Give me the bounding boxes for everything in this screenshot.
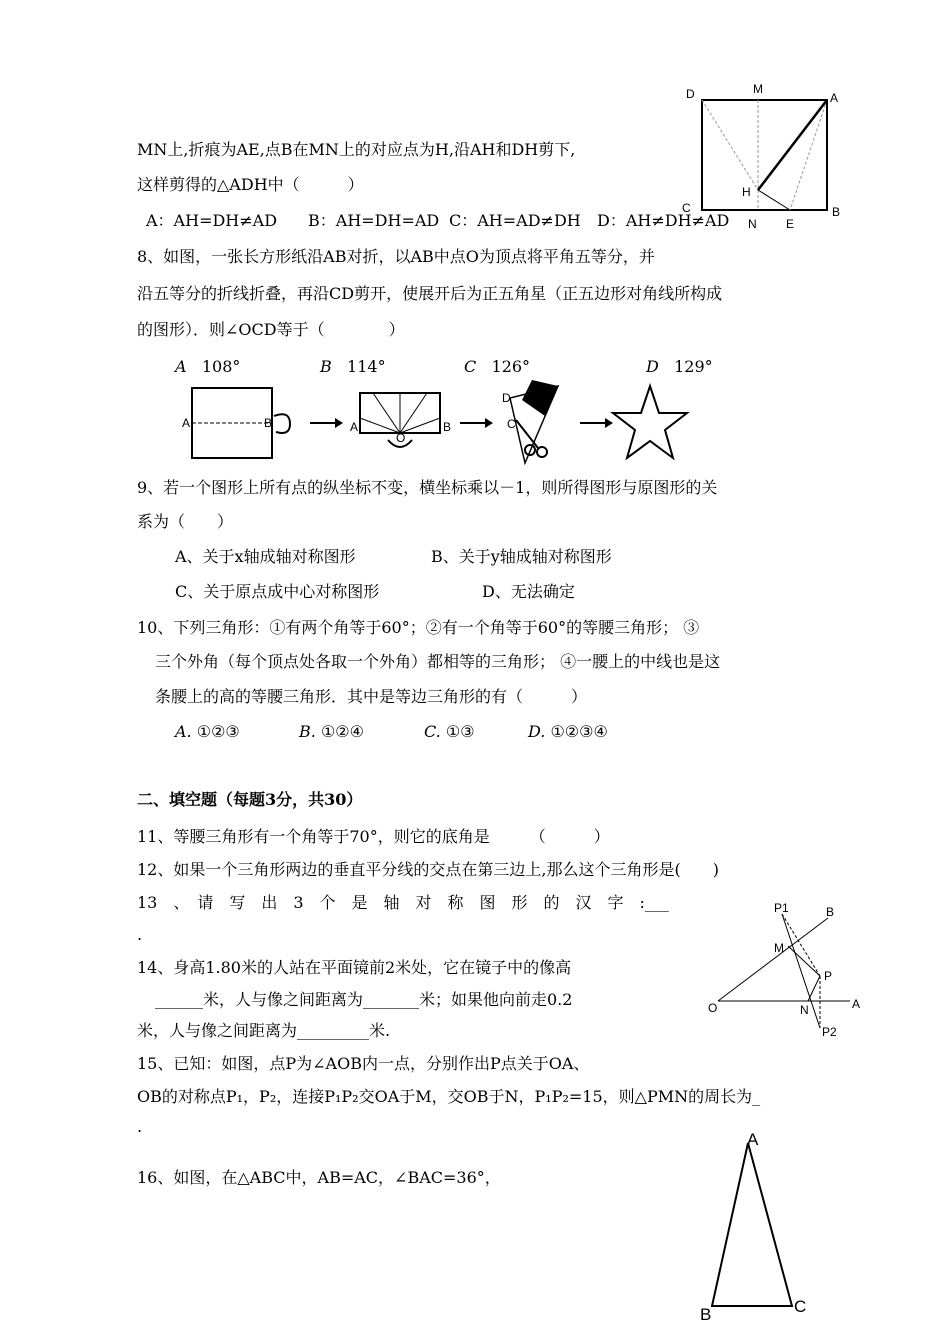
q7-option-c: C：AH=AD≠DH <box>449 211 581 230</box>
q8-option-c: C 126° <box>464 357 531 376</box>
label-m: M <box>753 82 763 96</box>
q14-line1: 14、身高1.80米的人站在平面镜前2米处，它在镜子中的像高 <box>137 958 572 977</box>
q8-figure <box>160 378 700 468</box>
label-n: N <box>748 217 757 231</box>
label-b: B <box>826 905 835 919</box>
q7-line1: MN上,折痕为AE,点B在MN上的对应点为H,沿AH和DH剪下, <box>137 140 576 159</box>
p1-label-b: B <box>264 416 273 430</box>
label-p2: P2 <box>822 1025 837 1039</box>
q8-line2: 沿五等分的折线折叠，再沿CD剪开，使展开后为正五角星（正五边形对角线所构成 <box>137 284 723 303</box>
q10-line1: 10、下列三角形：①有两个角等于60°；②有一个角等于60°的等腰三角形； ③ <box>137 618 700 637</box>
q10-option-a: A. ①②③ <box>175 722 240 741</box>
q10-line2: 三个外角（每个顶点处各取一个外角）都相等的三角形； ④一腰上的中线也是这 <box>155 652 721 671</box>
p2-label-o: O <box>396 431 406 445</box>
q10-option-d: D. ①②③④ <box>528 722 608 741</box>
q9-option-b: B、关于y轴成轴对称图形 <box>431 547 612 566</box>
q15-line1: 15、已知：如图，点P为∠AOB内一点，分别作出P点关于OA、 <box>137 1054 590 1073</box>
label-h: H <box>742 185 751 199</box>
label-p: P <box>824 969 833 983</box>
q16: 16、如图，在△ABC中，AB=AC，∠BAC=36°， <box>137 1168 501 1187</box>
q8-line3: 的图形）．则∠OCD等于（ ） <box>137 320 405 339</box>
q8-line1: 8、如图，一张长方形纸沿AB对折，以AB中点O为顶点将平角五等分，并 <box>137 247 655 266</box>
dashed-he <box>758 190 790 210</box>
q16-figure <box>695 1125 825 1335</box>
p2-label-b: B <box>443 420 452 434</box>
label-d: D <box>686 87 695 101</box>
q12: 12、如果一个三角形两边的垂直平分线的交点在第三边上,那么这个三角形是( ) <box>137 860 719 879</box>
label-a: A <box>852 997 861 1011</box>
q15-dot: . <box>137 1117 143 1136</box>
p1-label-a: A <box>182 416 191 430</box>
q7-option-b: B：AH=DH=AD <box>308 211 440 230</box>
p3-label-c: C <box>507 417 516 431</box>
label-b: B <box>700 1305 712 1324</box>
q9-option-a: A、关于x轴成轴对称图形 <box>175 547 356 566</box>
q10-line3: 条腰上的高的等腰三角形．其中是等边三角形的有（ ） <box>155 687 588 706</box>
label-c: C <box>682 201 691 215</box>
q9-option-c: C、关于原点成中心对称图形 <box>175 582 380 601</box>
label-b: B <box>832 205 841 219</box>
label-n: N <box>800 1003 809 1017</box>
q15-figure <box>700 900 870 1040</box>
label-c: C <box>794 1297 807 1316</box>
q13-dot: . <box>137 925 143 944</box>
p3-label-d: D <box>502 391 511 405</box>
label-a: A <box>747 1130 759 1149</box>
section-2-title: 二、填空题（每题3分，共30） <box>137 790 363 809</box>
q9-line1: 9、若一个图形上所有点的纵坐标不变，横坐标乘以－1，则所得图形与原图形的关 <box>137 478 718 497</box>
label-o: O <box>708 1001 718 1015</box>
line-ah <box>758 100 827 190</box>
q15-line2: OB的对称点P₁，P₂，连接P₁P₂交OA于M，交OB于N，P₁P₂=15，则△PMN的周长为_ <box>137 1087 761 1106</box>
q14-line3: 米，人与像之间距离为_________米. <box>137 1021 391 1040</box>
q10-option-c: C. ①③ <box>424 722 475 741</box>
q7-option-d: D：AH≠DH≠AD <box>597 211 730 230</box>
label-m: M <box>774 941 784 955</box>
q9-line2: 系为（ ） <box>137 512 234 531</box>
p2-label-a: A <box>350 420 359 434</box>
q10-option-b: B. ①②④ <box>299 722 364 741</box>
q7-option-a: A：AH=DH≠AD <box>146 211 278 230</box>
label-p1: P1 <box>774 901 789 915</box>
q11: 11、等腰三角形有一个角等于70°，则它的底角是 （ ） <box>137 827 610 846</box>
q8-option-b: B 114° <box>320 357 386 376</box>
q7-line2: 这样剪得的△ADH中（ ） <box>137 175 364 194</box>
dashed-dh <box>702 100 758 190</box>
dashed-ae <box>790 100 827 210</box>
q13: 13 、 请 写 出 3 个 是 轴 对 称 图 形 的 汉 字 :___ <box>137 893 669 912</box>
label-e: E <box>786 217 795 231</box>
q8-option-a: A 108° <box>175 357 241 376</box>
q8-option-d: D 129° <box>646 357 713 376</box>
label-a: A <box>830 91 839 105</box>
q9-option-d: D、无法确定 <box>482 582 575 601</box>
q14-line2: ______米，人与像之间距离为_______米；如果他向前走0.2 <box>155 990 573 1009</box>
